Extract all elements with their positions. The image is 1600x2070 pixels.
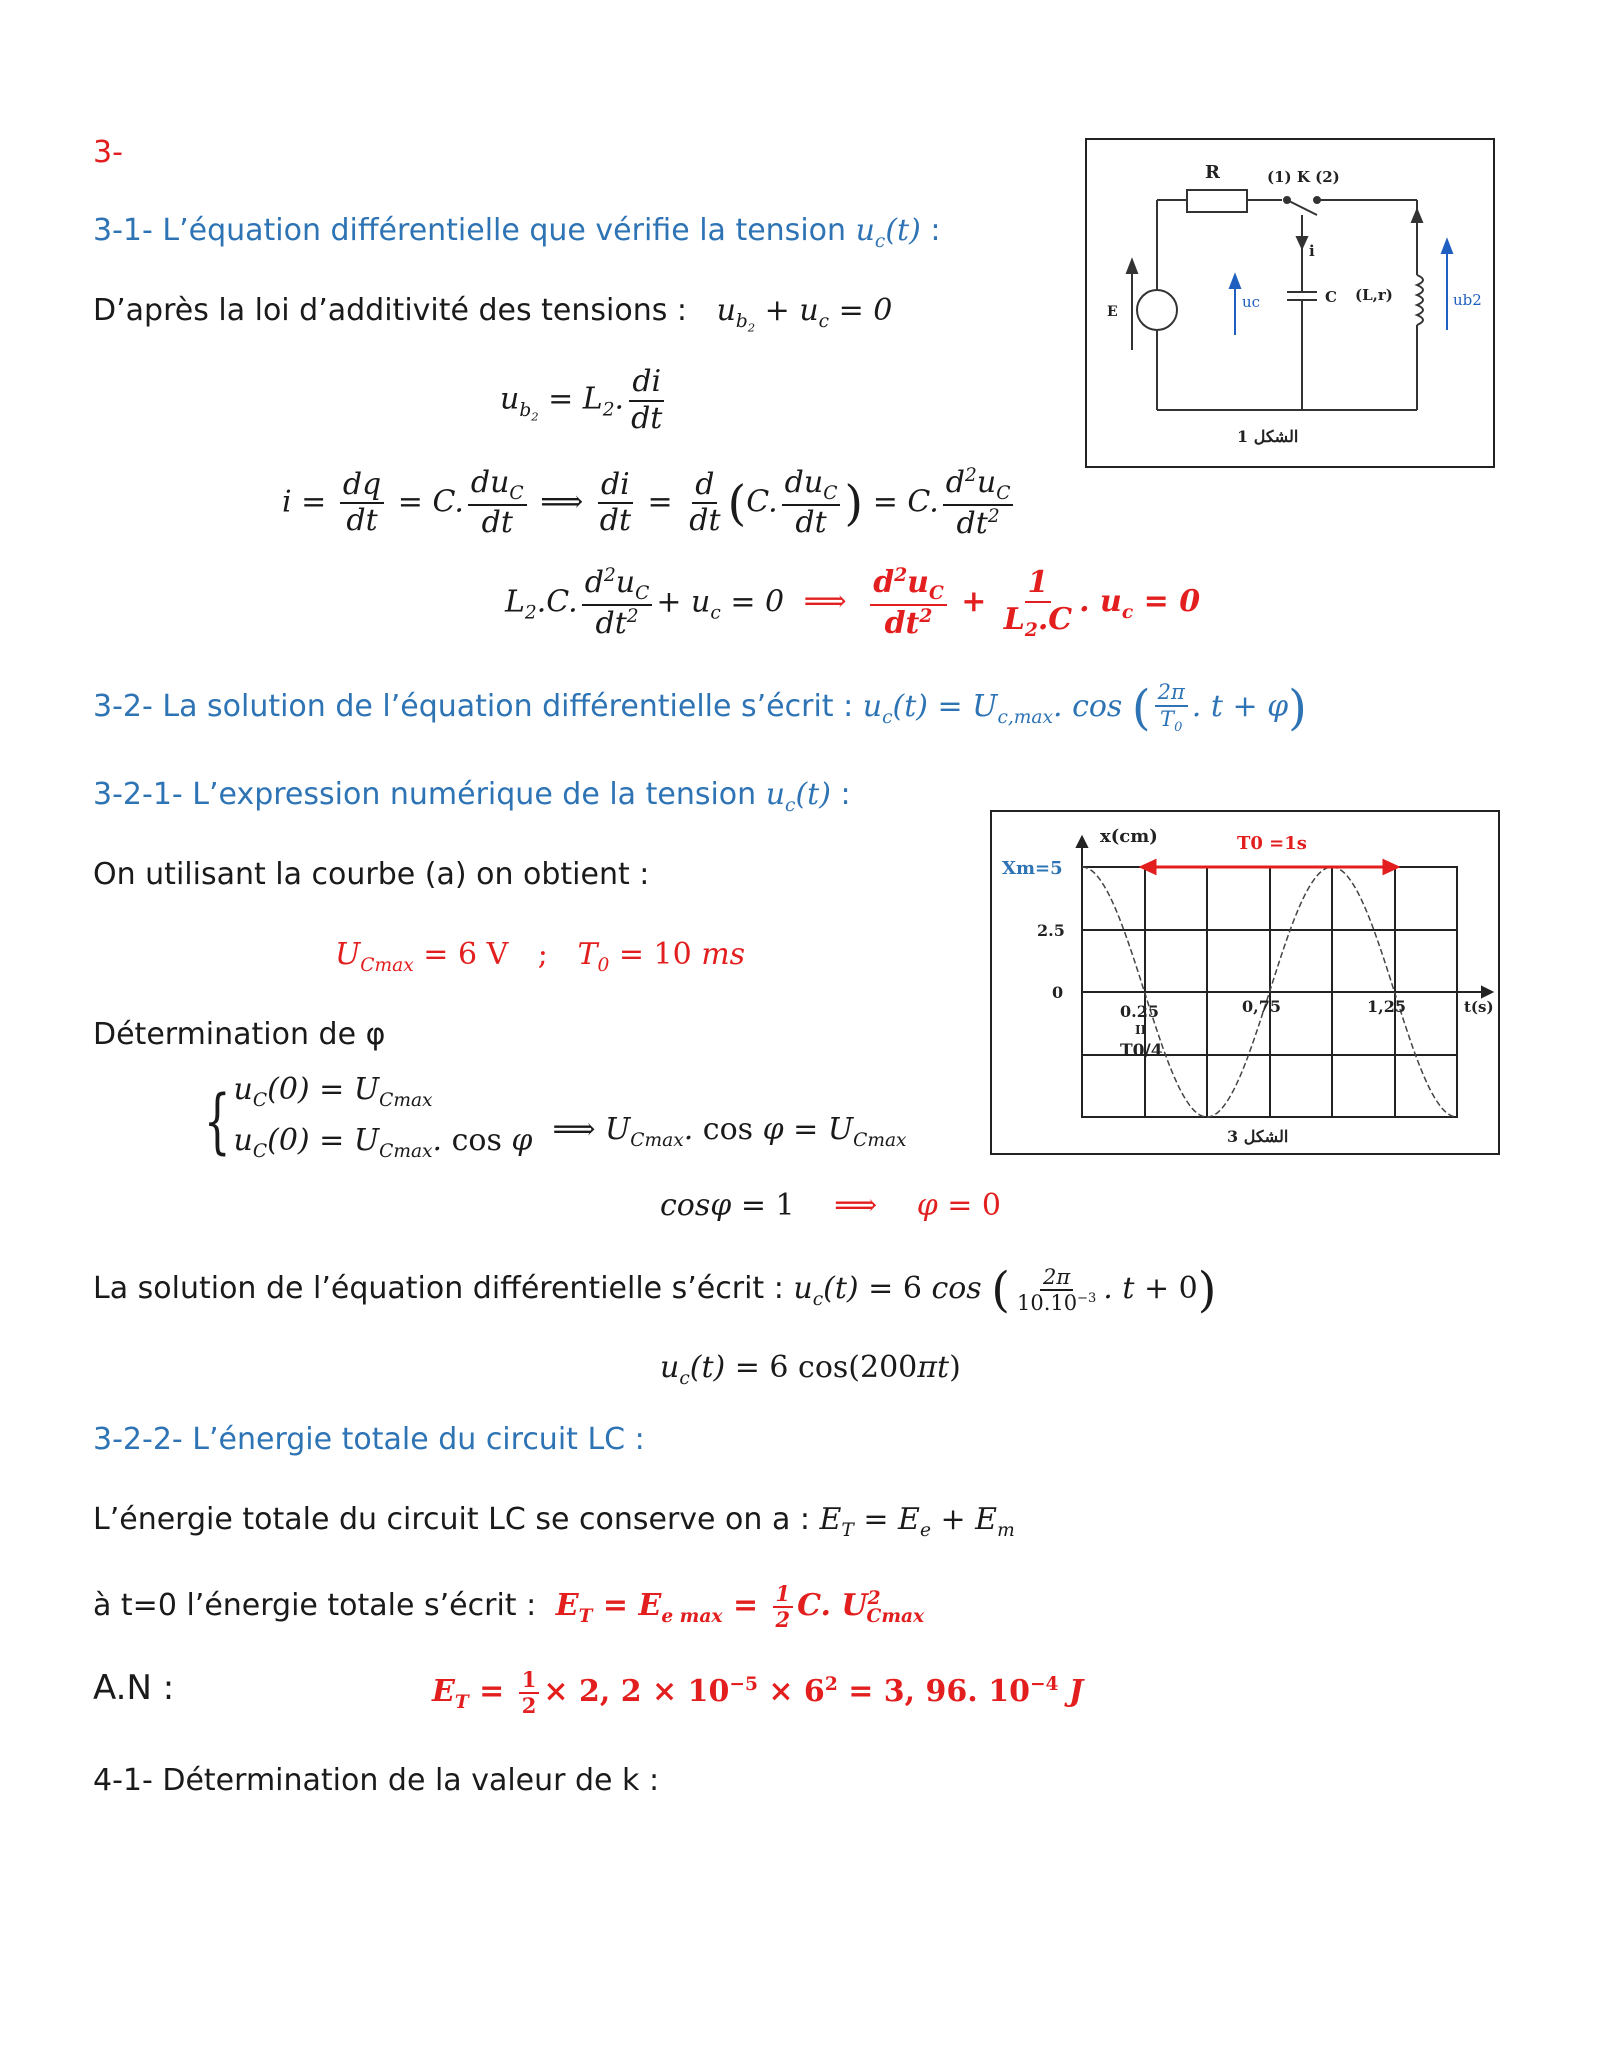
heading-3-1: 3-1- L’équation différentielle que vérifie la tension $u_c(t)$ :: [93, 213, 941, 252]
an-label: A.N :: [93, 1668, 175, 1708]
solution-text: La solution de l’équation différentielle s’écrit :: [93, 1271, 784, 1306]
phi-system: { $u_C(0) = U_{Cmax}$ $u_C(0) = U_{Cmax}$. cos φ ⟹ $U_{Cmax}$. $\cos \varphi = U_{Cmax}$: [203, 1072, 907, 1162]
figure-3-caption: الشكل 3: [1227, 1127, 1289, 1146]
label-ub2: ub2: [1453, 291, 1482, 309]
x-tick-0-75: 0,75: [1242, 997, 1281, 1016]
energy-conservation: L’énergie totale du circuit LC se conserve on a : $E_T = E_e + E_m$: [93, 1502, 1015, 1541]
curve-text: On utilisant la courbe (a) on obtient :: [93, 857, 650, 892]
heading-3-2-2: 3-2-2- L’énergie totale du circuit LC :: [93, 1422, 645, 1457]
heading-3-1-math: $u_c(t)$: [855, 213, 921, 252]
energy-t0-text: à t=0 l’énergie totale s’écrit :: [93, 1588, 537, 1624]
figure-1-circuit: [1085, 138, 1495, 468]
x-axis-label: t(s): [1464, 998, 1494, 1016]
x-tick-0-25: 0.25: [1120, 1002, 1159, 1021]
cos-phi-line: cosφ = 1 ⟹ φ = 0: [660, 1188, 1001, 1223]
eq-ub2: $u_{b_2} = L_2$. $\frac{di}{dt}$: [500, 364, 663, 436]
label-uc: uc: [1242, 293, 1261, 311]
label-E: E: [1107, 304, 1118, 320]
solution-final: $u_c(t) = 6$ cos(200πt): [660, 1350, 961, 1389]
figure-3-graph: [990, 810, 1500, 1155]
label-i: i: [1309, 242, 1315, 260]
general-solution: $u_c(t) = U_{c,max}$. cos ( $\frac{2\pi}{T_0}$ . t + φ): [862, 680, 1307, 736]
heading-3-2: [93, 680, 1307, 736]
energy-t0: à t=0 l’énergie totale s’écrit : $E_T = E_{e max}$ = $\frac{1}{2}$ C. $U^2_{Cmax}$: [93, 1581, 925, 1633]
heading-3-1-text: 3-1- L’équation différentielle que vérifie la tension: [93, 213, 847, 248]
an-value: $E_T$ = $\frac{1}{2}$ × 2, $2 \times 10^{-5} \times 6^2 = 3$, 96. $10^{-4}$ J: [432, 1667, 1084, 1719]
figure-1-caption: الشكل 1: [1237, 427, 1299, 446]
phi-heading: Détermination de φ: [93, 1017, 386, 1052]
label-Lr: (L,r): [1355, 286, 1393, 304]
additivity-line: [93, 293, 892, 335]
label-C: C: [1325, 288, 1337, 306]
y-tick-0: 0: [1052, 983, 1064, 1002]
solution-line: La solution de l’équation différentielle s’écrit : $u_c(t) = 6$ cos ( $\frac{2\pi}{10.10^{-3}}$ . t + 0): [93, 1262, 1217, 1318]
resistor: [1187, 190, 1247, 212]
section-number: 3-: [93, 135, 123, 170]
heading-3-2-1-text: 3-2-1- L’expression numérique de la tension: [93, 777, 757, 812]
sine-graph: [992, 812, 1498, 1153]
label-K: (1) K (2): [1267, 168, 1340, 186]
xm-label: Xm=5: [1002, 858, 1063, 879]
energy-conservation-text: L’énergie totale du circuit LC se conserve on a :: [93, 1502, 810, 1537]
additivity-text: D’après la loi d’additivité des tensions :: [93, 293, 688, 328]
eq-differential-result: $\frac{d^2u_C}{dt^2}$ + $\frac{1}{L_2.C}$ . $u_c = 0$: [866, 584, 1200, 619]
label-R: R: [1205, 162, 1220, 183]
x-tick-1-25: 1,25: [1367, 997, 1406, 1016]
heading-3-2-text: 3-2- La solution de l’équation différentielle s’écrit :: [93, 689, 854, 724]
y-axis-label: x(cm): [1100, 826, 1158, 847]
eq-current-derivation: i = $\frac{dq}{dt}$ = C. $\frac{du_C}{dt}$ ⟹ $\frac{di}{dt}$ = $\frac{d}{dt}$ (C. $\frac{du_C}{dt}$ ) = C. $\frac{d^2u_C}{dt^2}$: [282, 465, 1017, 542]
period-label: T0 =1s: [1237, 833, 1307, 854]
additivity-equation: $u_{b_2} + u_c = 0$: [716, 293, 893, 335]
heading-3-2-1: 3-2-1- L’expression numérique de la tension $u_c(t)$ :: [93, 777, 851, 816]
y-tick-2-5: 2.5: [1037, 921, 1065, 940]
measured-values: $U_{Cmax} = 6$ V ; $T_0 = 10$ ms: [335, 937, 746, 976]
eq-differential: $L_2.C$. $\frac{d^2u_C}{dt^2}$ + $u_c = 0$ ⟹ $\frac{d^2u_C}{dt^2}$ + $\frac{1}{L_2.C}$ . $u_c = 0$: [505, 565, 1201, 642]
equals-mark: II: [1135, 1023, 1147, 1037]
t0-quarter-label: T0/4: [1120, 1041, 1163, 1061]
circuit-diagram: [1087, 140, 1493, 466]
heading-4-1: 4-1- Détermination de la valeur de k :: [93, 1763, 660, 1798]
